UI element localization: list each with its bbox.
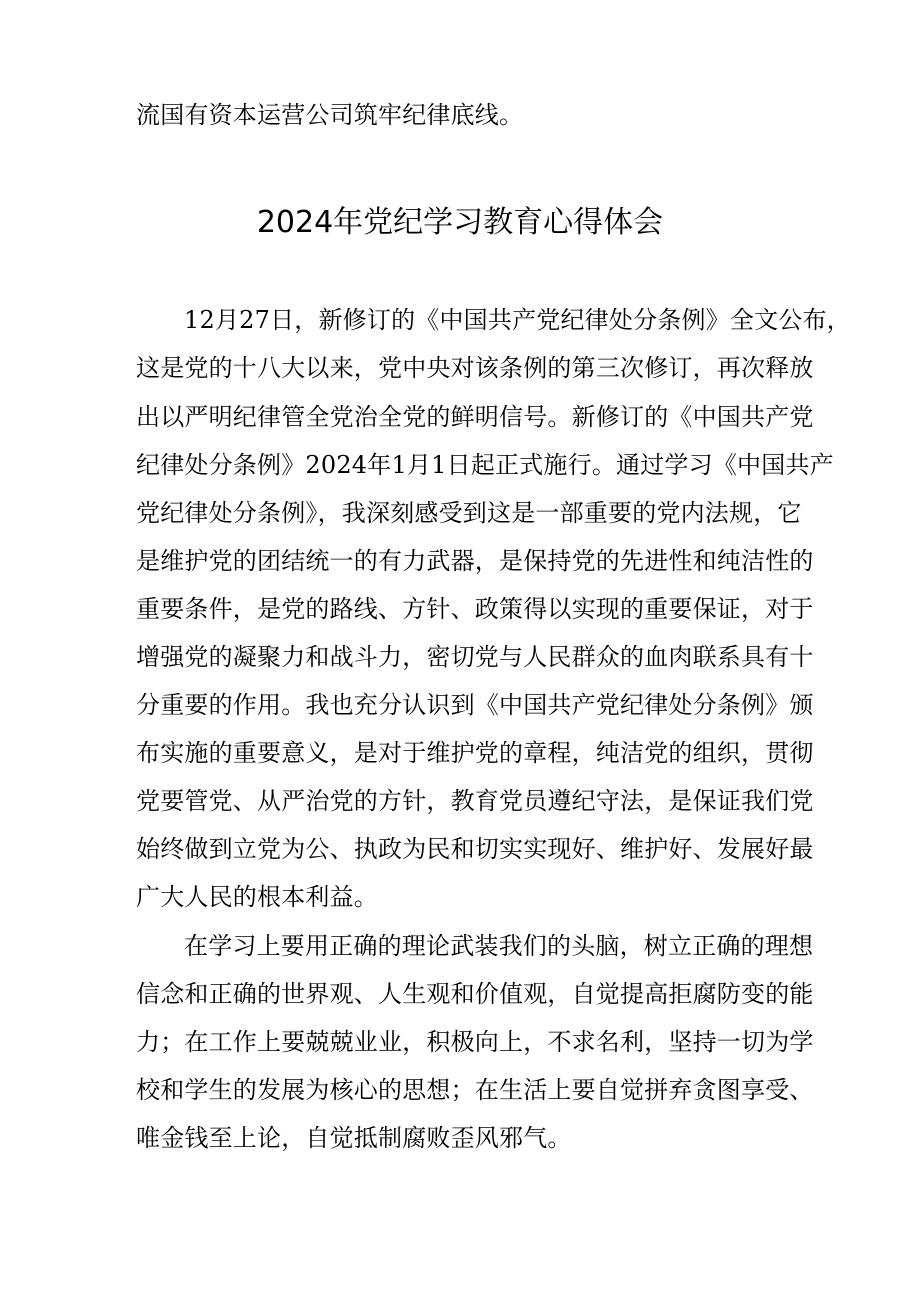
paragraph-line: 始终做到立党为公、执政为民和切实实现好、维护好、发展好最: [136, 835, 814, 863]
paragraph-line: 力；在工作上要兢兢业业，积极向上，不求名利，坚持一切为学: [136, 1028, 814, 1056]
paragraph-line: 12月27日，新修订的《中国共产党纪律处分条例》全文公布，: [184, 306, 851, 334]
paragraph-line: 布实施的重要意义，是对于维护党的章程，纯洁党的组织，贯彻: [136, 739, 814, 767]
paragraph-line: 增强党的凝聚力和战斗力，密切党与人民群众的血肉联系具有十: [136, 643, 814, 671]
paragraph-line: 信念和正确的世界观、人生观和价值观，自觉提高拒腐防变的能: [136, 980, 814, 1008]
paragraph-line: 这是党的十八大以来，党中央对该条例的第三次修订，再次释放: [136, 354, 814, 382]
continuation-line: 流国有资本运营公司筑牢纪律底线。: [136, 101, 524, 129]
paragraph-line: 党要管党、从严治党的方针，教育党员遵纪守法，是保证我们党: [136, 787, 814, 815]
paragraph-line: 在学习上要用正确的理论武装我们的头脑，树立正确的理想: [184, 932, 814, 960]
paragraph-line: 重要条件，是党的路线、方针、政策得以实现的重要保证，对于: [136, 595, 814, 623]
paragraph-line: 党纪律处分条例》，我深刻感受到这是一部重要的党内法规，它: [136, 499, 802, 527]
paragraph-line: 出以严明纪律管全党治全党的鲜明信号。新修订的《中国共产党: [136, 403, 814, 431]
paragraph-line: 是维护党的团结统一的有力武器，是保持党的先进性和纯洁性的: [136, 547, 814, 575]
paragraph-line: 校和学生的发展为核心的思想；在生活上要自觉拼弃贪图享受、: [136, 1076, 814, 1104]
paragraph-line: 广大人民的根本利益。: [136, 883, 378, 911]
page-title: 2024年党纪学习教育心得体会: [256, 205, 664, 240]
paragraph-line: 分重要的作用。我也充分认识到《中国共产党纪律处分条例》颁: [136, 691, 814, 719]
paragraph-line: 纪律处分条例》2024年1月1日起正式施行。通过学习《中国共产: [136, 451, 834, 479]
paragraph-line: 唯金钱至上论，自觉抵制腐败歪风邪气。: [136, 1124, 572, 1152]
